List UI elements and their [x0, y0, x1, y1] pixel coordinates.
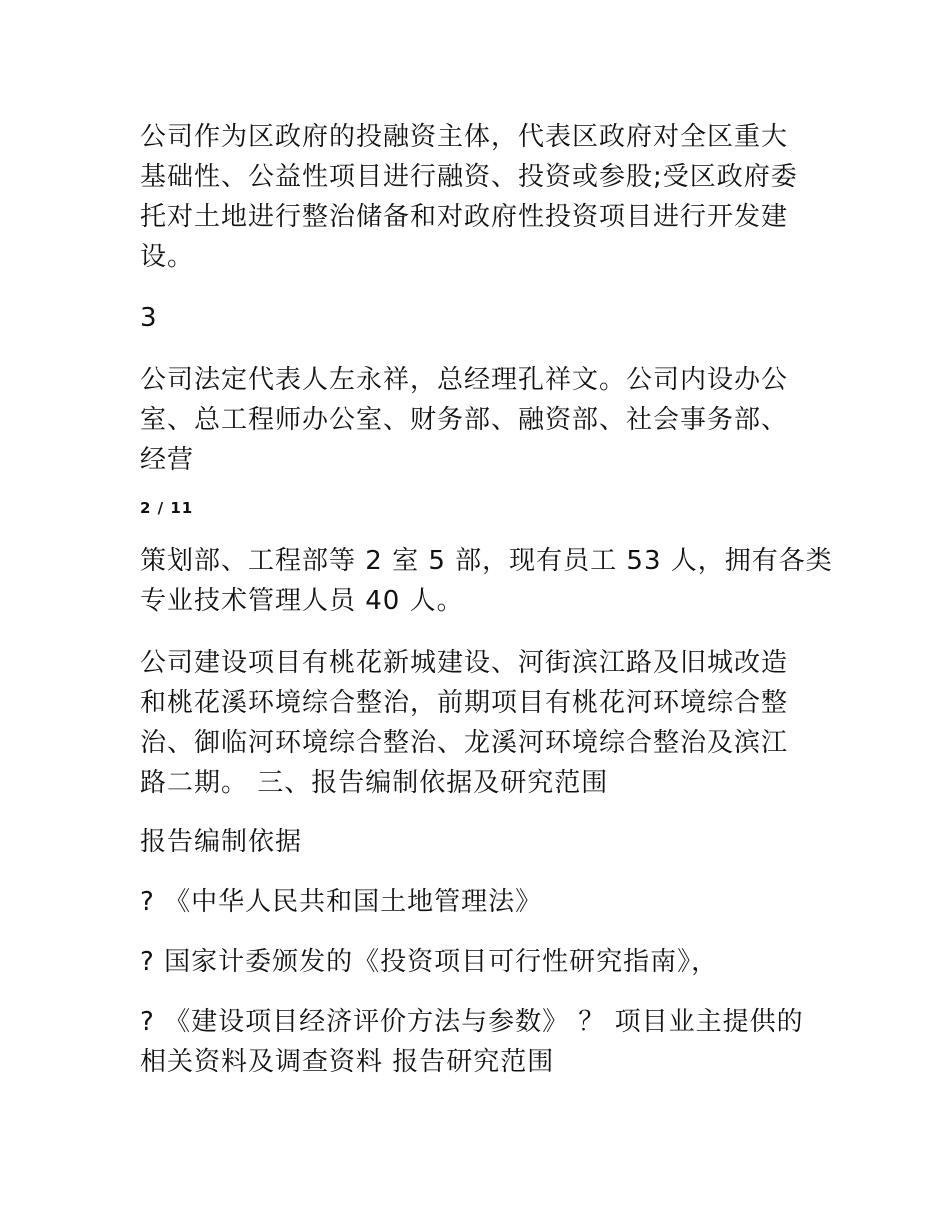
basis-item-evaluation	[140, 1002, 820, 1082]
text-line: 室、总工程师办公室、财务部、融资部、社会事务部、	[140, 405, 789, 435]
text-line: 治、御临河环境综合整治、龙溪河环境综合整治及滨江	[140, 728, 789, 758]
text-line: 公司作为区政府的投融资主体，代表区政府对全区重大	[140, 122, 789, 152]
text-line: ? 《中华人民共和国土地管理法》	[140, 887, 543, 917]
text-line: 和桃花溪环境综合整治，前期项目有桃花河环境综合整	[140, 688, 789, 718]
text-line: 专业技术管理人员 40 人。	[140, 586, 464, 616]
text-line: 路二期。 三、报告编制依据及研究范围	[140, 768, 609, 798]
text-line: ? 国家计委颁发的《投资项目可行性研究指南》，	[140, 947, 719, 977]
paragraph-departments	[140, 541, 833, 621]
page-number-text: 2 / 11	[140, 499, 194, 517]
text-line: 策划部、工程部等 2 室 5 部，现有员工 53 人，拥有各类	[140, 546, 833, 576]
paragraph-company-role	[140, 117, 820, 277]
text-line: 3	[140, 303, 158, 333]
text-line: 经营	[140, 445, 195, 475]
text-line: 设。	[140, 242, 195, 272]
paragraph-legal-representative	[140, 360, 820, 480]
basis-item-guide	[140, 942, 820, 982]
page-number	[140, 498, 193, 518]
text-line: 相关资料及调查资料 报告研究范围	[140, 1047, 555, 1077]
text-line: ? 《建设项目经济评价方法与参数》 ？ 项目业主提供的	[140, 1007, 804, 1037]
text-line: 报告编制依据	[140, 827, 303, 857]
text-line: 托对土地进行整治储备和对政府性投资项目进行开发建	[140, 202, 789, 232]
section-number	[140, 298, 820, 338]
paragraph-projects	[140, 643, 820, 803]
heading-report-basis	[140, 822, 820, 862]
text-line: 公司法定代表人左永祥，总经理孔祥文。公司内设办公	[140, 365, 789, 395]
text-line: 公司建设项目有桃花新城建设、河街滨江路及旧城改造	[140, 648, 789, 678]
basis-item-land-law	[140, 882, 820, 922]
text-line: 基础性、公益性项目进行融资、投资或参股;受区政府委	[140, 162, 798, 192]
